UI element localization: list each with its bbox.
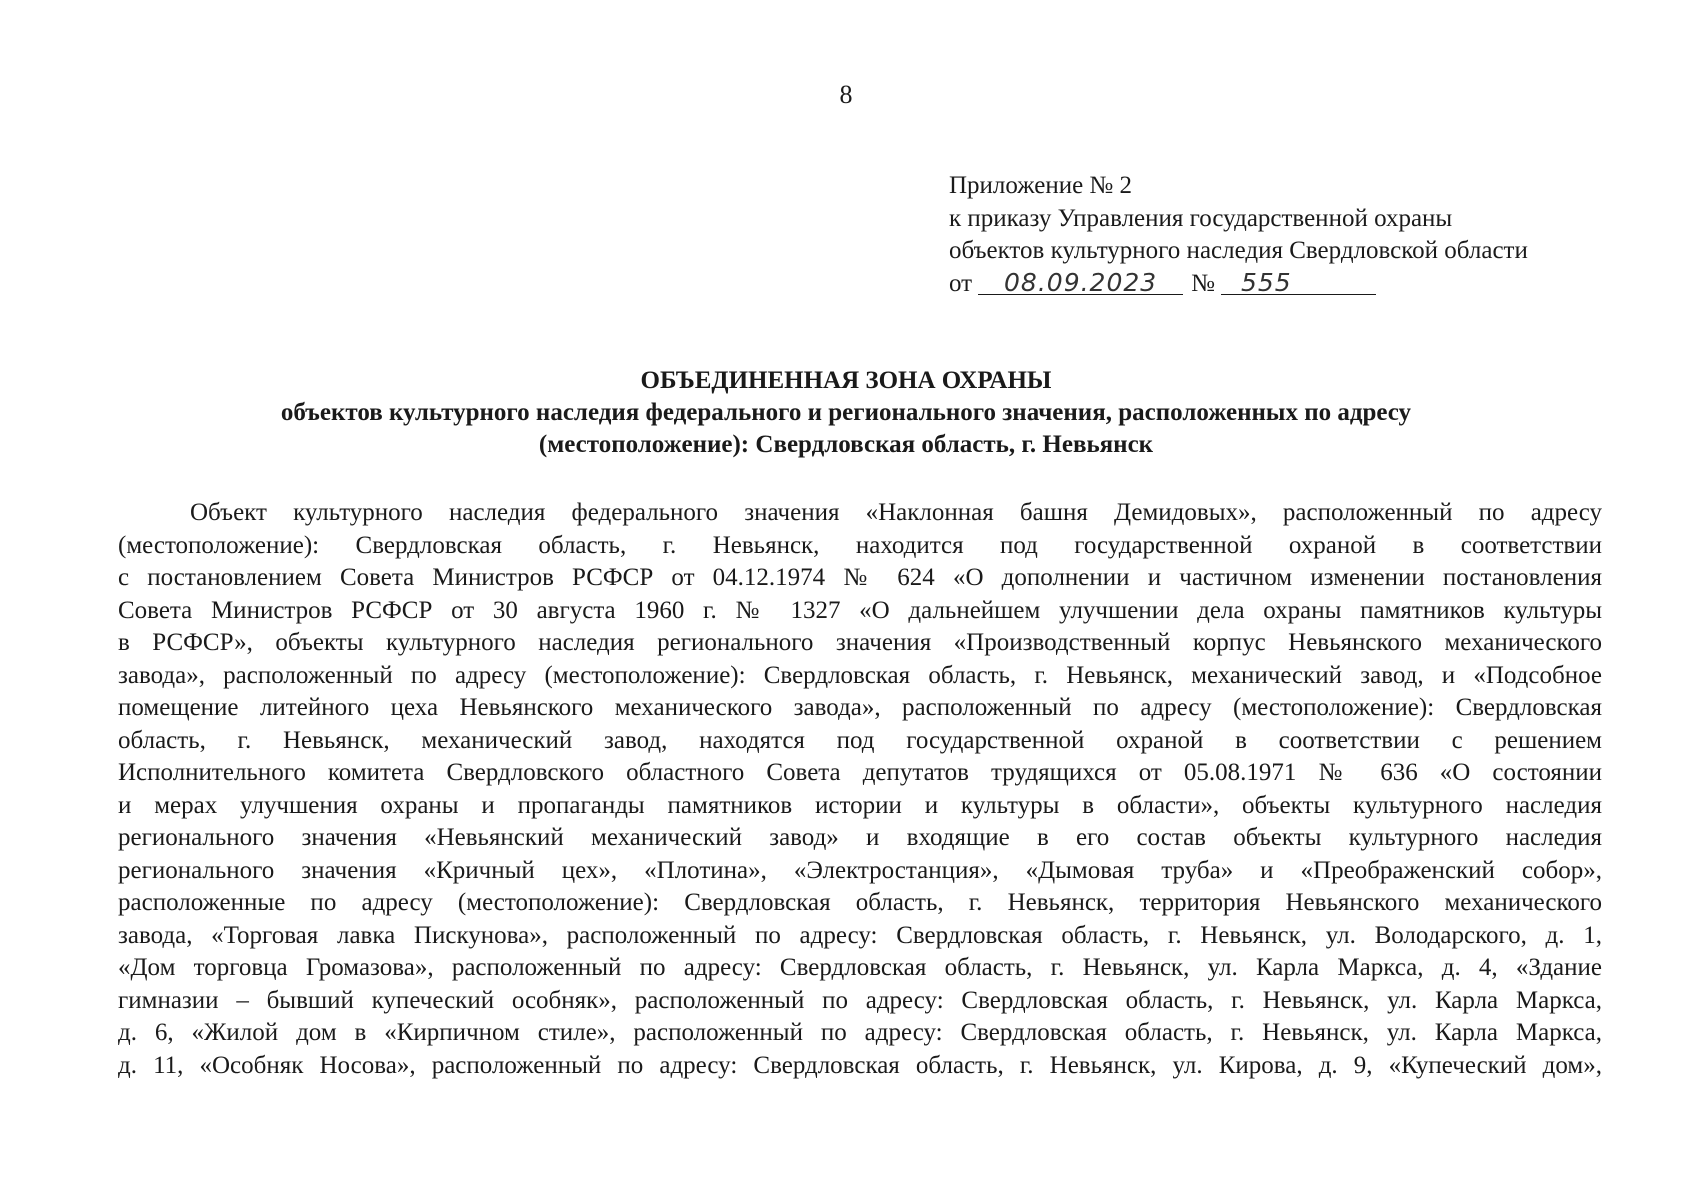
body-line: завода», расположенный по адресу (местоположение): Свердловская область, г. Невьянск, механический завод, и «Подсобное: [118, 661, 1602, 689]
body-line: регионального значения «Кричный цех», «Плотина», «Электростанция», «Дымовая труба» и «Преображенский собор»,: [118, 856, 1602, 884]
appendix-order-line: к приказу Управления государственной охраны: [949, 204, 1453, 232]
body-line: д. 11, «Особняк Носова», расположенный по адресу: Свердловская область, г. Невьянск, ул. Кирова, д. 9, «Купеческий дом»,: [118, 1051, 1602, 1079]
date-prefix: от: [949, 269, 973, 297]
number-prefix: №: [1191, 269, 1215, 297]
handwritten-date: 08.09.2023: [978, 272, 1183, 295]
body-line: (местоположение): Свердловская область, г. Невьянск, находится под государственной охраной в соответствии: [118, 531, 1602, 559]
body-line: д. 6, «Жилой дом в «Кирпичном стиле», расположенный по адресу: Свердловская область, г. Невьянск, ул. Карла Маркса,: [118, 1019, 1602, 1046]
heading-subtitle-line2: (местоположение): Свердловская область, г. Невьянск: [538, 431, 1154, 458]
body-paragraph: [118, 497, 1602, 1082]
body-line: в РСФСР», объекты культурного наследия регионального значения «Производственный корпус Невьянского механического: [118, 629, 1602, 656]
appendix-date-number-line: [949, 268, 1528, 301]
body-line: расположенные по адресу (местоположение): Свердловская область, г. Невьянск, территория Невьянского механического: [118, 889, 1602, 916]
appendix-title: Приложение № 2: [949, 172, 1133, 199]
heading-title: ОБЪЕДИНЕННАЯ ЗОНА ОХРАНЫ: [640, 367, 1052, 394]
appendix-block: [949, 170, 1528, 300]
heading-subtitle-line1: объектов культурного наследия федерального и регионального значения, расположенных по адресу: [280, 399, 1412, 426]
body-line: гимназии – бывший купеческий особняк», расположенный по адресу: Свердловская область, г. Невьянск, ул. Карла Маркса,: [118, 986, 1602, 1014]
body-line: область, г. Невьянск, механический завод, находятся под государственной охраной в соответствии с решением: [118, 726, 1602, 754]
handwritten-number: 555: [1221, 272, 1376, 295]
body-line: Исполнительного комитета Свердловского областного Совета депутатов трудящихся от 05.08.1971 № 636 «О состоянии: [118, 759, 1602, 786]
body-line: и мерах улучшения охраны и пропаганды памятников истории и культуры в области», объекты культурного наследия: [118, 791, 1602, 819]
body-line: помещение литейного цеха Невьянского механического завода», расположенный по адресу (местоположение): Свердловская: [118, 694, 1602, 721]
body-line: Совета Министров РСФСР от 30 августа 1960 г. № 1327 «О дальнейшем улучшении дела охраны памятников культуры: [118, 596, 1602, 624]
body-line: регионального значения «Невьянский механический завод» и входящие в его состав объекты культурного наследия: [118, 824, 1602, 851]
appendix-authority-line: объектов культурного наследия Свердловской области: [949, 237, 1528, 264]
document-heading: [0, 365, 1692, 461]
body-line: «Дом торговца Громазова», расположенный по адресу: Свердловская область, г. Невьянск, ул. Карла Маркса, д. 4, «Здание: [118, 954, 1602, 981]
page-number: 8: [839, 80, 853, 109]
body-line: Объект культурного наследия федерального значения «Наклонная башня Демидовых», расположенный по адресу: [190, 499, 1602, 526]
body-line: завода, «Торговая лавка Пискунова», расположенный по адресу: Свердловская область, г. Невьянск, ул. Володарского, д. 1,: [118, 921, 1602, 949]
body-line: с постановлением Совета Министров РСФСР от 04.12.1974 № 624 «О дополнении и частичном изменении постановления: [118, 564, 1602, 591]
